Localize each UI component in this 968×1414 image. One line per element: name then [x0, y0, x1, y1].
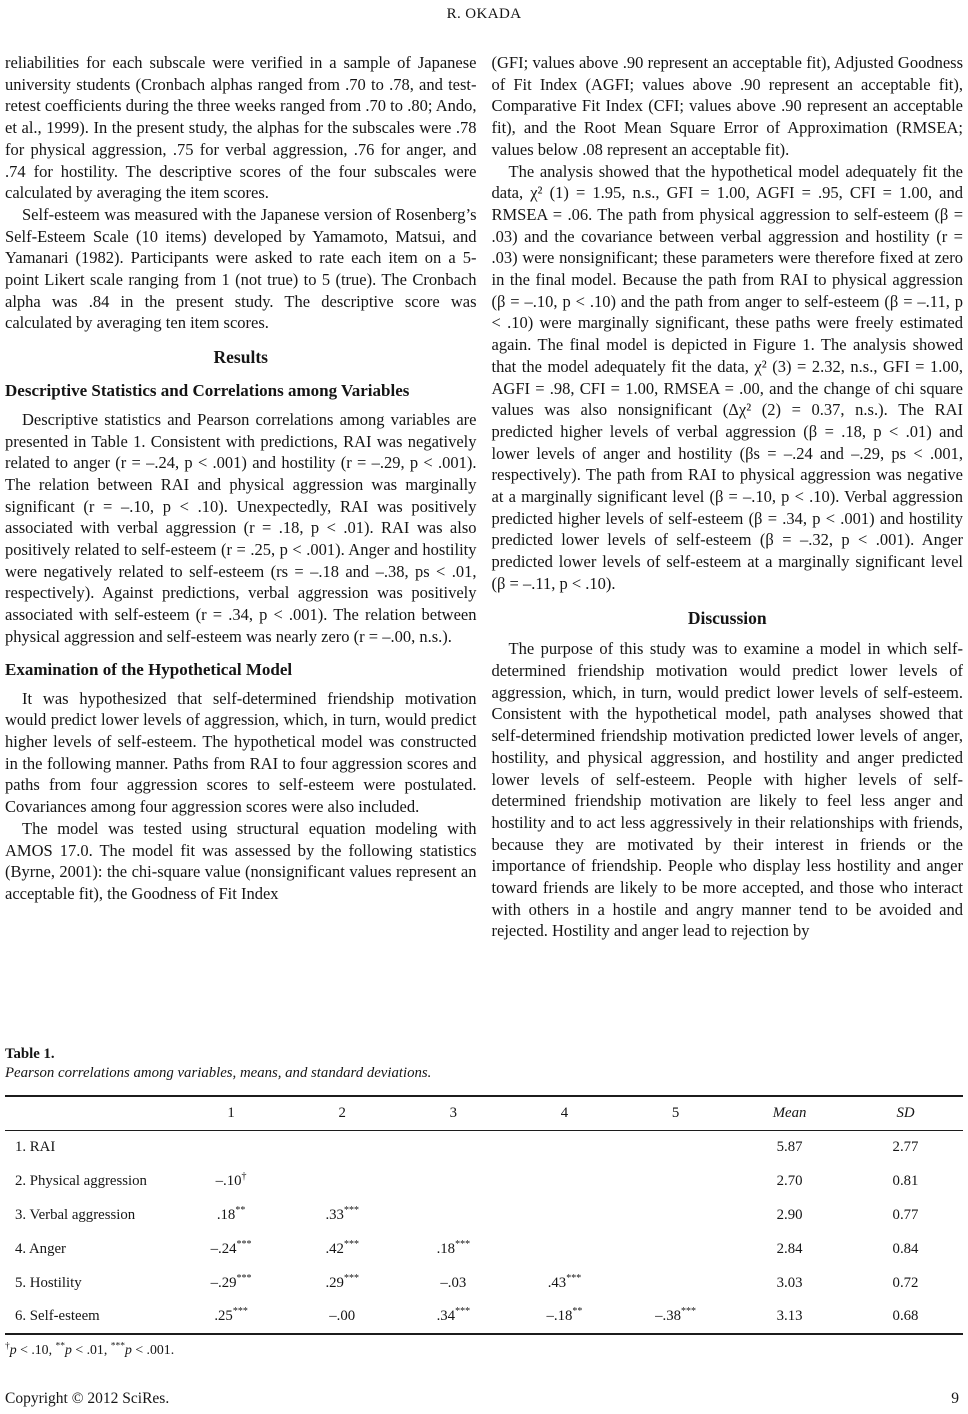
- table-cell: [287, 1164, 398, 1198]
- table-cell: –.29***: [210, 1272, 252, 1291]
- table-cell: [287, 1130, 398, 1164]
- table-cell: .42***: [325, 1238, 359, 1257]
- significance-mark: ***: [343, 1272, 359, 1284]
- sd-cell: 0.77: [892, 1206, 919, 1223]
- table-cell: [398, 1198, 509, 1232]
- table-cell: [620, 1130, 731, 1164]
- table-row: [5, 1130, 963, 1164]
- table-cell: [620, 1266, 731, 1300]
- copyright-notice: Copyright © 2012 SciRes.: [5, 1390, 170, 1407]
- right-column: [492, 52, 964, 942]
- page-number: 9: [951, 1390, 959, 1407]
- table-cell: [620, 1232, 731, 1266]
- significance-mark: ***: [681, 1306, 697, 1318]
- table-column-header: 2: [338, 1104, 346, 1121]
- table-row: [5, 1164, 963, 1198]
- table-cell: [398, 1164, 509, 1198]
- table-cell: [509, 1130, 620, 1164]
- paragraph: Self-esteem was measured with the Japanese version of Rosenberg’s Self-Esteem Scale (10 items) developed by Yamamoto, Matsui, and Yamanari (1982). Participants were asked to rate each item on a 5-point Likert scale ranging from 1 (not true) to 5 (true). The Cronbach alpha was .84 in the present study. The descriptive score was calculated by averaging ten item scores.: [5, 204, 477, 333]
- table-cell: [509, 1232, 620, 1266]
- table-row: [5, 1232, 963, 1266]
- table-cell: .18**: [216, 1204, 246, 1223]
- mean-cell: 2.90: [776, 1206, 803, 1223]
- significance-mark: ***: [566, 1272, 582, 1284]
- significance-mark: ***: [343, 1204, 359, 1216]
- left-column: [5, 52, 477, 905]
- table-header-row: [5, 1096, 963, 1130]
- paragraph: (GFI; values above .90 represent an acceptable fit), Adjusted Goodness of Fit Index (AGFI; values above .90 represent an acceptable fit), Comparative Fit Index (CFI; values above .90 represent an acceptable fit), and the Root Mean Square Error of Approximation (RMSEA; values below .08 represent an acceptable fit).: [491, 53, 963, 159]
- row-label: 2. Physical aggression: [15, 1172, 147, 1189]
- table-cell: [509, 1164, 620, 1198]
- table-cell: .25***: [214, 1306, 248, 1324]
- significance-mark: **: [572, 1306, 583, 1318]
- table-cell: –.03: [440, 1274, 467, 1291]
- running-head: R. OKADA: [446, 6, 522, 22]
- significance-mark: **: [235, 1204, 246, 1216]
- significance-mark: ***: [236, 1272, 252, 1284]
- significance-mark: ***: [110, 1341, 125, 1352]
- table-caption: Pearson correlations among variables, means, and standard deviations.: [5, 1065, 432, 1081]
- table-cell: [620, 1198, 731, 1232]
- footnote-text: < .10,: [16, 1342, 56, 1357]
- table-cell: .34***: [436, 1306, 471, 1324]
- row-label: 6. Self-esteem: [15, 1308, 100, 1324]
- section-heading: Discussion: [687, 607, 767, 628]
- row-label: 3. Verbal aggression: [15, 1206, 136, 1223]
- table-column-header: 4: [560, 1104, 569, 1121]
- row-label: 5. Hostility: [15, 1274, 82, 1291]
- paragraph: It was hypothesized that self-determined friendship motivation would predict lower levels of aggression, which, in turn, would predict higher levels of self-esteem. The hypothetical model was constructed in the following manner. Paths from RAI to four aggression scores and paths from four aggression scores to self-esteem were postulated. Covariances among four aggression scores were also included.: [5, 688, 477, 817]
- table-column-header: SD: [896, 1104, 915, 1121]
- table-cell: [176, 1130, 287, 1164]
- footnote-text: < .01,: [71, 1342, 111, 1357]
- table-cell: .33***: [325, 1204, 359, 1223]
- significance-mark: ***: [232, 1306, 248, 1318]
- table-column-header: 5: [671, 1104, 680, 1121]
- footnote-text: p: [9, 1342, 17, 1357]
- sd-cell: 0.81: [892, 1172, 919, 1189]
- row-label: 1. RAI: [15, 1138, 56, 1155]
- subsection-heading: Descriptive Statistics and Correlations among Variables: [5, 380, 410, 400]
- mean-cell: 2.70: [776, 1172, 803, 1189]
- sd-cell: 2.77: [892, 1138, 919, 1155]
- two-column-text: [0, 52, 968, 1038]
- footnote-text: < .001.: [131, 1342, 175, 1357]
- mean-cell: 3.03: [776, 1274, 803, 1291]
- table-cell: –.10†: [215, 1170, 247, 1189]
- table-column-header: [5, 1096, 176, 1130]
- table-column-header: 3: [449, 1104, 458, 1121]
- footnote-text: p: [64, 1342, 72, 1357]
- footnote-text: p: [124, 1342, 132, 1357]
- section-heading: Results: [213, 347, 268, 368]
- table-cell: .29***: [325, 1272, 359, 1291]
- table-cell: .43***: [547, 1272, 582, 1291]
- table-column-header: 1: [227, 1104, 235, 1121]
- page-footer: [5, 1390, 959, 1408]
- table-row: [5, 1300, 963, 1334]
- sd-cell: 0.72: [892, 1274, 919, 1291]
- table-row: [5, 1198, 963, 1232]
- table-cell: –.00: [329, 1308, 356, 1324]
- paragraph: reliabilities for each subscale were verified in a sample of Japanese university students (Cronbach alphas ranged from .70 to .78, and test-retest coefficients during the three weeks ranged from .70 to .80; Ando, et al., 1999). In the present study, the alphas for the subscales were .78 for physical aggression, .75 for verbal aggression, .76 for anger, and .74 for hostility. The descriptive scores of the four subscales were calculated by averaging the item scores.: [5, 53, 477, 203]
- table-cell: [620, 1164, 731, 1198]
- table-cell: .18***: [436, 1238, 471, 1257]
- mean-cell: 2.84: [776, 1240, 803, 1257]
- table-row: [5, 1266, 963, 1300]
- table-column-header: Mean: [772, 1104, 807, 1121]
- correlation-table: [5, 1095, 963, 1335]
- table-cell: –.38***: [655, 1306, 697, 1324]
- table-footnote: [5, 1342, 963, 1358]
- table-cell: –.24***: [210, 1238, 252, 1257]
- table-cell: –.18**: [546, 1306, 583, 1324]
- paragraph: The analysis showed that the hypothetical model adequately fit the data, χ² (1) = 1.95, n.s., GFI = 1.00, AGFI = .95, CFI = 1.00, and RMSEA = .06. The path from physical aggression to self-esteem (β = .03) and the covariance between verbal aggression and hostility (r = .03) were nonsignificant; these parameters were therefore fixed at zero in the final model. Because the path from RAI to physical aggression (β = –.10, p < .10) and the path from anger to self-esteem (β = –.11, p < .10) were marginally significant, these paths were freely estimated again. The final model is depicted in Figure 1. The analysis showed that the model adequately fit the data, χ² (3) = 2.32, n.s., GFI = 1.00, AGFI = .98, CFI = 1.00, RMSEA = .00, and the change of chi square values was also nonsignificant (Δχ² (2) = 0.37, n.s.). The RAI predicted higher levels of verbal aggression (β = .18, p < .01) and lower levels of anger and hostility (βs = –.24 and –.29, ps < .001, respectively). The path from RAI to physical aggression was negative at a marginally significant level (β = –.10, p < .10). Verbal aggression predicted higher levels of self-esteem (β = .34, p < .001) and hostility predicted lower levels of self-esteem (β = –.32, p < .001). Anger predicted lower levels of self-esteem at a marginally significant level (β = –.11, p < .10).: [491, 161, 963, 593]
- row-label: 4. Anger: [15, 1240, 66, 1257]
- significance-mark: **: [55, 1341, 65, 1352]
- sd-cell: 0.68: [892, 1308, 919, 1324]
- table-cell: [509, 1198, 620, 1232]
- subsection-heading: Examination of the Hypothetical Model: [5, 659, 293, 679]
- significance-mark: †: [241, 1170, 247, 1182]
- paragraph: The model was tested using structural equation modeling with AMOS 17.0. The model fit was assessed by the following statistics (Byrne, 2001): the chi-square value (nonsignificant values represent an acceptable fit), the Goodness of Fit Index: [5, 818, 477, 903]
- significance-mark: ***: [343, 1238, 359, 1250]
- table-1-block: [0, 1046, 968, 1358]
- significance-mark: †: [5, 1341, 10, 1352]
- mean-cell: 5.87: [776, 1138, 803, 1155]
- table-label: Table 1.: [5, 1046, 55, 1062]
- table-cell: [398, 1130, 509, 1164]
- paragraph: The purpose of this study was to examine a model in which self-determined friendship motivation would predict lower levels of aggression, which, in turn, would predict lower levels of self-esteem. Consistent with the hypothetical model, path analyses showed that self-determined friendship motivation predicted lower levels of anger, hostility, and physical aggression, and hostility and anger predicted lower levels of self-esteem. People with higher levels of self-determined friendship motivation are likely to feel less anger and hostility and to act less aggressively in their relationships with friends, because they are motivated by their interest in friends or the importance of friendship. People who display less hostility and anger toward friends are likely to be more accepted, and those who interact with others in a hostile and angry manner tend to be avoided and rejected. Hostility and anger lead to rejection by: [491, 639, 963, 941]
- paragraph: Descriptive statistics and Pearson correlations among variables are presented in Table 1. Consistent with predictions, RAI was negatively related to anger (r = –.24, p < .001) and hostility (r = –.29, p < .001). The relation between RAI and physical aggression was marginally significant (r = –.10, p < .10). Unexpectedly, RAI was positively associated with verbal aggression (r = .18, p < .01). RAI was also positively related to self-esteem (r = .25, p < .001). Anger and hostility were negatively related to self-esteem (rs = –.18 and –.38, ps < .01, respectively). Against predictions, verbal aggression was positively associated with self-esteem (r = .34, p < .001). The relation between physical aggression and self-esteem was nearly zero (r = –.00, n.s.).: [5, 409, 477, 646]
- significance-mark: ***: [455, 1238, 471, 1250]
- significance-mark: ***: [455, 1306, 471, 1318]
- mean-cell: 3.13: [776, 1308, 803, 1324]
- significance-mark: ***: [236, 1238, 252, 1250]
- sd-cell: 0.84: [892, 1240, 919, 1257]
